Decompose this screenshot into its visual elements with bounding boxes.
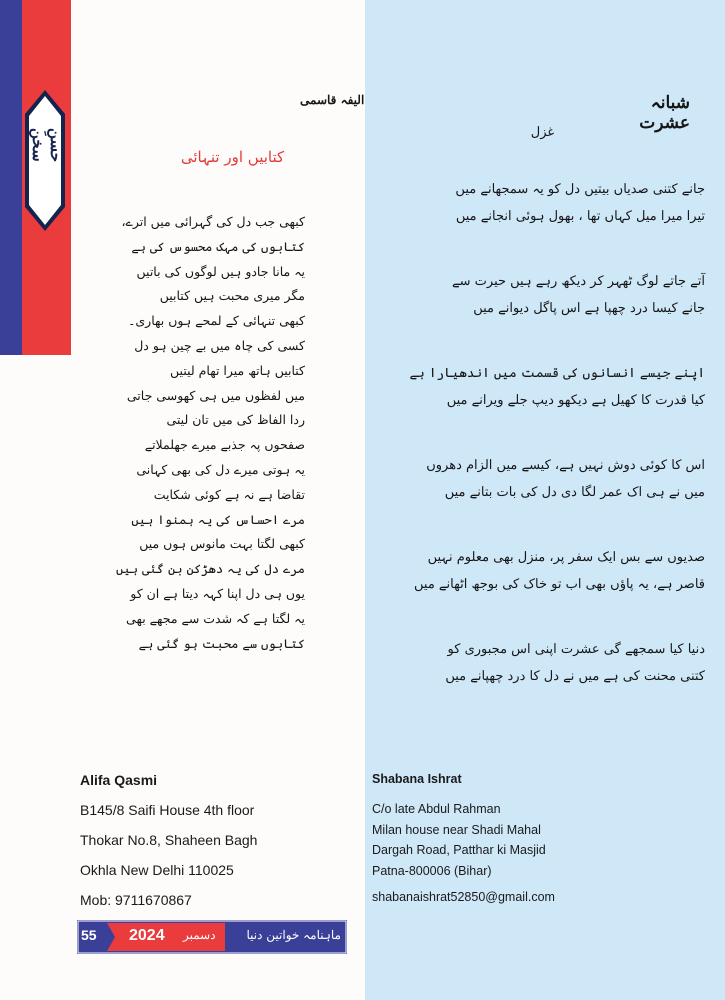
- poem-line: یہ لگتا ہے کہ شدت سے مجھے بھی: [126, 610, 305, 626]
- right-author-name: Shabana Ishrat: [372, 772, 462, 786]
- page-footer: [77, 920, 347, 954]
- address-line: Okhla New Delhi 110025: [80, 862, 234, 878]
- couplet: [405, 544, 705, 598]
- poem-line: تقاضا ہے نہ ہے کوئی شکایت: [153, 486, 305, 502]
- poem-line: مرے احساس کی یہ ہمنوا ہیں: [131, 511, 305, 527]
- poem-line: یہ ہوتی میرے دل کی بھی کہانی: [136, 461, 305, 477]
- couplet: [405, 636, 705, 690]
- couplet-line: کیا قدرت کا کھیل ہے دیکھو دیپ جلے ویرانے میں: [446, 393, 705, 408]
- left-author-address: [80, 768, 257, 918]
- couplet-line: صدیوں سے بس ایک سفر پر، منزل بھی معلوم نہیں: [427, 550, 705, 565]
- couplet-line: اس کا کوئی دوش نہیں ہے، کیسے میں الزام دھروں: [426, 458, 705, 473]
- section-tab-label: حسنِ سخن: [29, 128, 65, 163]
- couplet-line: اپنے جیسے انسانوں کی قسمت میں اندھیارا ہے: [409, 366, 705, 381]
- poem-line: میں لفظوں میں ہی کھوسی جاتی: [126, 387, 305, 403]
- couplet-line: میں نے ہی اک عمر لگا دی دل کی بات بتانے میں: [444, 485, 705, 500]
- poem-line: کتابیں ہاتھ میرا تھام لیتیں: [170, 362, 305, 378]
- couplet-line: قاصر ہے، یہ پاؤں بھی اب تو خاک کی بوجھ اٹھانے میں: [414, 577, 705, 592]
- couplet-line: جانے کتنی صدیاں بیتیں دل کو یہ سمجھانے میں: [455, 182, 705, 197]
- poem-line: کتابوں سے محبت ہو گئی ہے: [138, 635, 305, 651]
- couplet-line: آتے جاتے لوگ ٹھہر کر دیکھ رہے ہیں حیرت سے: [452, 274, 705, 289]
- right-author-urdu: شبانہ عشرت: [639, 93, 690, 133]
- couplet: [405, 268, 705, 322]
- couplet-line: کتنی محنت کی ہے میں نے دل کا درد چھپانے میں: [445, 669, 705, 684]
- left-poem-title: کتابیں اور تنہائی: [180, 148, 285, 166]
- couplet: [405, 176, 705, 230]
- left-author-urdu: الیفہ قاسمی: [300, 93, 365, 107]
- poem-line: کبھی جب دل کی گہرائی میں اترے،: [121, 214, 305, 229]
- poem-line: کسی کی چاہ میں بے چین ہو دل: [134, 337, 305, 353]
- poem-line: مگر میری محبت ہیں کتابیں: [159, 288, 305, 304]
- magazine-name: ماہنامہ خواتین دنیا: [246, 928, 341, 942]
- poem-line: یوں ہی دل اپنا کہہ دیتا ہے ان کو: [130, 585, 305, 601]
- address-line: Mob: 9711670867: [80, 892, 192, 908]
- couplet-line: تیرا میرا میل کہاں تھا ، بھول ہوئی انجانے میں: [455, 209, 705, 224]
- couplet: [405, 452, 705, 506]
- ghazal-poem: [405, 176, 705, 728]
- email-address: shabanaishrat52850@gmail.com: [372, 890, 555, 904]
- poem-line: مرے دل کی یہ دھڑکن بن گئی ہیں: [116, 561, 305, 577]
- page-number: 55: [81, 927, 97, 943]
- address-line: B145/8 Saifi House 4th floor: [80, 802, 255, 818]
- poem-line: کبھی لگتا بہت مانوس ہوں میں: [139, 536, 305, 552]
- right-author-address: [372, 769, 555, 908]
- address-line: Milan house near Shadi Mahal: [372, 822, 541, 837]
- ghazal-label: غزل: [530, 125, 555, 140]
- issue-month: دسمبر: [183, 928, 216, 942]
- address-line: C/o late Abdul Rahman: [372, 802, 501, 816]
- address-line: Patna-800006 (Bihar): [372, 863, 492, 878]
- left-author-name: Alifa Qasmi: [80, 772, 158, 788]
- poem-line: کبھی تنہائی کے لمحے ہوں بھاری۔: [128, 313, 305, 329]
- couplet: [405, 360, 705, 414]
- issue-year: 2024: [129, 927, 165, 944]
- poem-line: یہ مانا جادو ہیں لوگوں کی باتیں: [136, 263, 305, 279]
- address-line: Dargah Road, Patthar ki Masjid: [372, 843, 546, 857]
- left-poem: [116, 210, 305, 656]
- poem-line: صفحوں پہ جذبے میرے جھلملاتے: [144, 437, 305, 453]
- address-line: Thokar No.8, Shaheen Bagh: [80, 832, 258, 848]
- poem-line: ردا الفاظ کی میں تان لیتی: [166, 412, 305, 428]
- poem-line: کتابوں کی مہک محسوس کی ہے: [131, 238, 305, 254]
- couplet-line: دنیا کیا سمجھے گی عشرت اپنی اس مجبوری کو: [447, 642, 705, 657]
- couplet-line: جانے کیسا درد چھپا ہے اس پاگل دیوانے میں: [473, 301, 705, 316]
- side-band-blue: [0, 0, 22, 355]
